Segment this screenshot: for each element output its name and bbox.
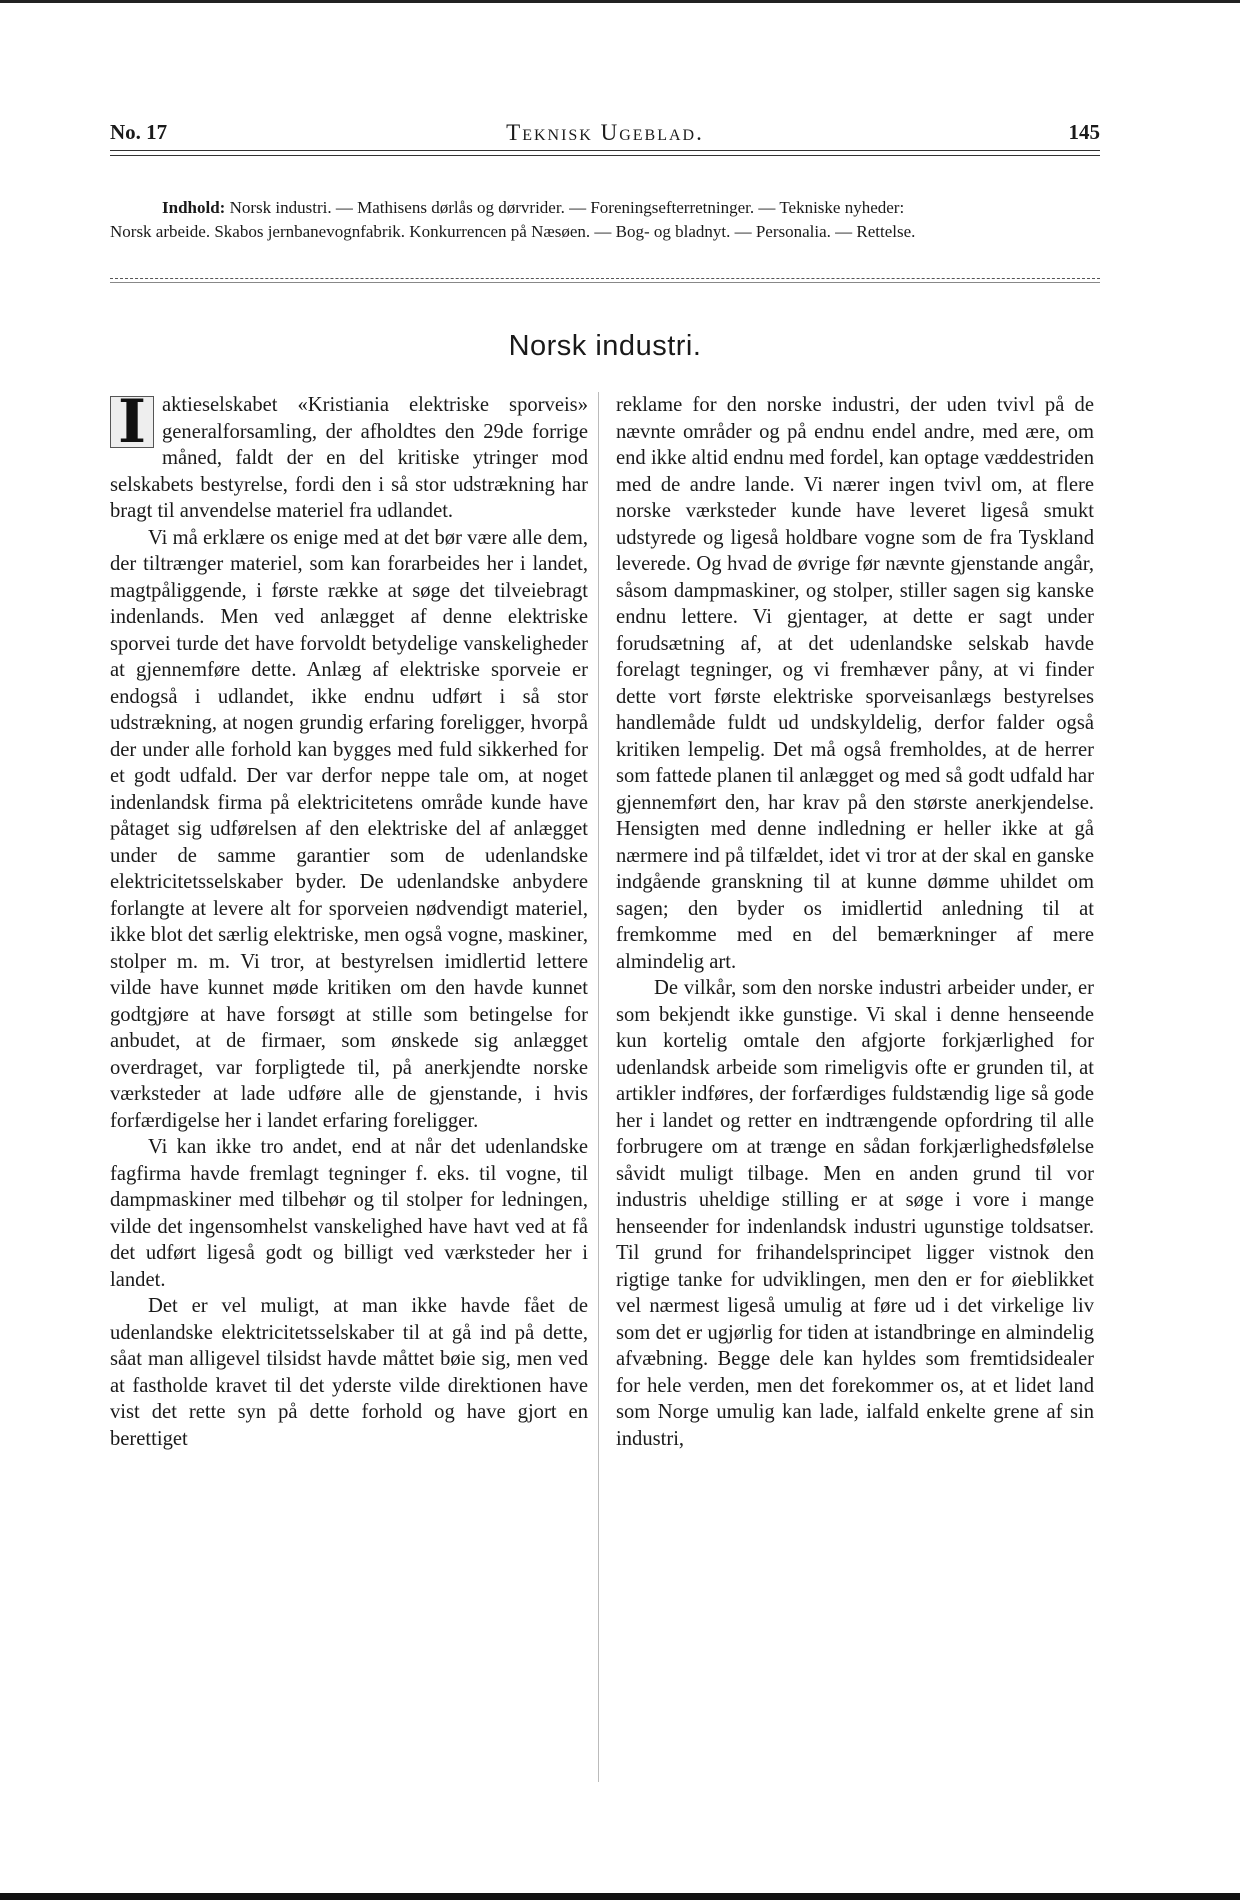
- paragraph-text: aktieselskabet «Kristiania elektriske sporveis» generalforsamling, der afholdtes den 29de forrige måned, faldt der en del kritiske ytringer mod selskabets bestyrelse, fordi den i så stor udstrækning har bragt til anvendelse materiel fra udlandet.: [110, 394, 588, 522]
- contents-text-1: Norsk industri. — Mathisens dørlås og dørvrider. — Foreningsefterretninger. — Tekniske nyheder:: [229, 198, 905, 217]
- left-column: [110, 387, 588, 1452]
- paragraph: [110, 387, 588, 525]
- contents-line-2: Norsk arbeide. Skabos jernbanevognfabrik. Konkurrencen på Næsøen. — Bog- og bladnyt. — Personalia. — Rettelse.: [110, 222, 916, 241]
- page-number: 145: [1068, 120, 1100, 144]
- issue-number: No. 17: [110, 120, 168, 144]
- contents-line-1: [110, 196, 1100, 220]
- drop-initial: I: [110, 396, 154, 448]
- page-top-edge: [0, 0, 1240, 3]
- contents-label: Indhold:: [162, 198, 226, 217]
- paragraph: De vilkår, som den norske industri arbeider under, er som bekjendt ikke gunstige. Vi skal i denne henseende kun kortelig omtale den afgjorte forkjærlighed for udenlandsk arbeide som rimeligvis ofte er grunden til, at artikler indføres, der forfærdiges fuldstændig lige så gode her i landet og retter en indtrængende opfordring til alle forbrugere om at trænge en sådan forkjærlighedsfølelse såvidt muligt tilbage. Men en anden grund til vor industris uheldige stilling er at søge i vore i mange henseender for indenlandsk industri ugunstige toldsatser. Til grund for frihandelsprincipet ligger vistnok den rigtige tanke for udviklingen, men den er for øieblikket vel nærmest ligeså umulig at føre ud i det virkelige liv som det er ugjørlig for tiden at istandbringe en almindelig afvæbning. Begge dele kan hyldes som fremtidsidealer for hele verden, men det forekommer os, at et lidet land som Norge umulig kan lade, ialfald enkelte grene af sin industri,: [616, 977, 1094, 1450]
- contents-rule: [110, 278, 1100, 283]
- paragraph: Vi kan ikke tro andet, end at når det udenlandske fagfirma havde fremlagt tegninger f. eks. til vogne, til dampmaskiner med tilbehør og til stolper for ledningen, vilde det ingensomhelst vanskelighed have havt ved at få det udført ligeså godt og billigt ved værksteder her i landet.: [110, 1136, 588, 1291]
- page-bottom-edge: [0, 1893, 1240, 1900]
- column-divider: [598, 392, 599, 1782]
- paragraph: Vi må erklære os enige med at det bør være alle dem, der tiltrænger materiel, som kan forarbeides her i landet, magtpåliggende, i første række at søge det tilveiebragt indenlands. Men ved anlægget af denne elektriske sporvei turde det have forvoldt betydelige vanskeligheder at gjennemføre dette. Anlæg af elektriske sporveie er endogså i udlandet, ikke endnu udført i så stor udstrækning, at nogen grundig erfaring foreligger, hvorpå der under alle forhold kan bygges med fuld sikkerhed for et godt udfald. Der var derfor neppe tale om, at noget indenlandsk firma på elektricitetens område kunde have påtaget sig udførelsen af den elektriske del af anlægget under de samme garantier som de udenlandske elektricitetsselskaber byder. De udenlandske anbydere forlangte at levere alt for sporveien nødvendigt materiel, ikke blot det særlig elektriske, men også vogne, maskiner, stolper m. m. Vi tror, at bestyrelsen imidlertid lettere vilde have kunnet møde kritiken om den havde kunnet godtgjøre at have forsøgt at stille som betingelse for anbudet, at de firmaer, som ønskede sig anlægget overdraget, var forpligtede til, på anerkjendte norske værksteder at lade udføre alle de gjenstande, i hvis forfærdigelse her i landet erfaring foreligger.: [110, 526, 588, 1132]
- journal-title: Teknisk Ugeblad.: [506, 120, 704, 145]
- header-rule: [110, 150, 1100, 156]
- right-column: [616, 392, 1094, 1452]
- running-head: [110, 120, 1100, 148]
- paragraph: Det er vel muligt, at man ikke havde fået de udenlandske elektricitetsselskaber til at gå ind på dette, såat man alligevel tilsidst havde måttet bøie sig, men ved at fastholde kravet til det yderste vilde direktionen have vist det rette syn på dette forhold og have gjort en berettiget: [110, 1295, 588, 1450]
- table-of-contents: [110, 196, 1100, 244]
- paragraph: reklame for den norske industri, der uden tvivl på de nævnte områder og på endnu endel andre, med ære, om end ikke altid endnu med fordel, kan optage væddestriden med de andre lande. Vi nærer ingen tvivl om, at flere norske værksteder kunde have leveret ligeså smukt udstyrede og ligeså holdbare vogne som de fra Tyskland leverede. Og hvad de øvrige før nævnte gjenstande angår, såsom dampmaskiner, og stolper, stiller sagen sig kanske endnu lettere. Vi gjentager, at dette er sagt under forudsætning af, at det udenlandske selskab havde forelagt tegninger, og vi fremhæver påny, at vi finder dette vort første elektriske sporveisanlægs bestyrelses handlemåde fuldt ud undskyldelig, derfor falder også kritiken lempelig. Det må også fremholdes, at de herrer som fattede planen til anlægget og med så godt udfald har gjennemført den, har krav på den største anerkjendelse. Hensigten med denne indledning er heller ikke at gå nærmere ind på tilfældet, idet vi tror at der skal en ganske indgående granskning til at kunne dømme uhildet om sagen; den byder os imidlertid anledning til at fremkomme med en del bemærkninger af mere almindelig art.: [616, 394, 1094, 973]
- article-title: Norsk industri.: [508, 330, 702, 362]
